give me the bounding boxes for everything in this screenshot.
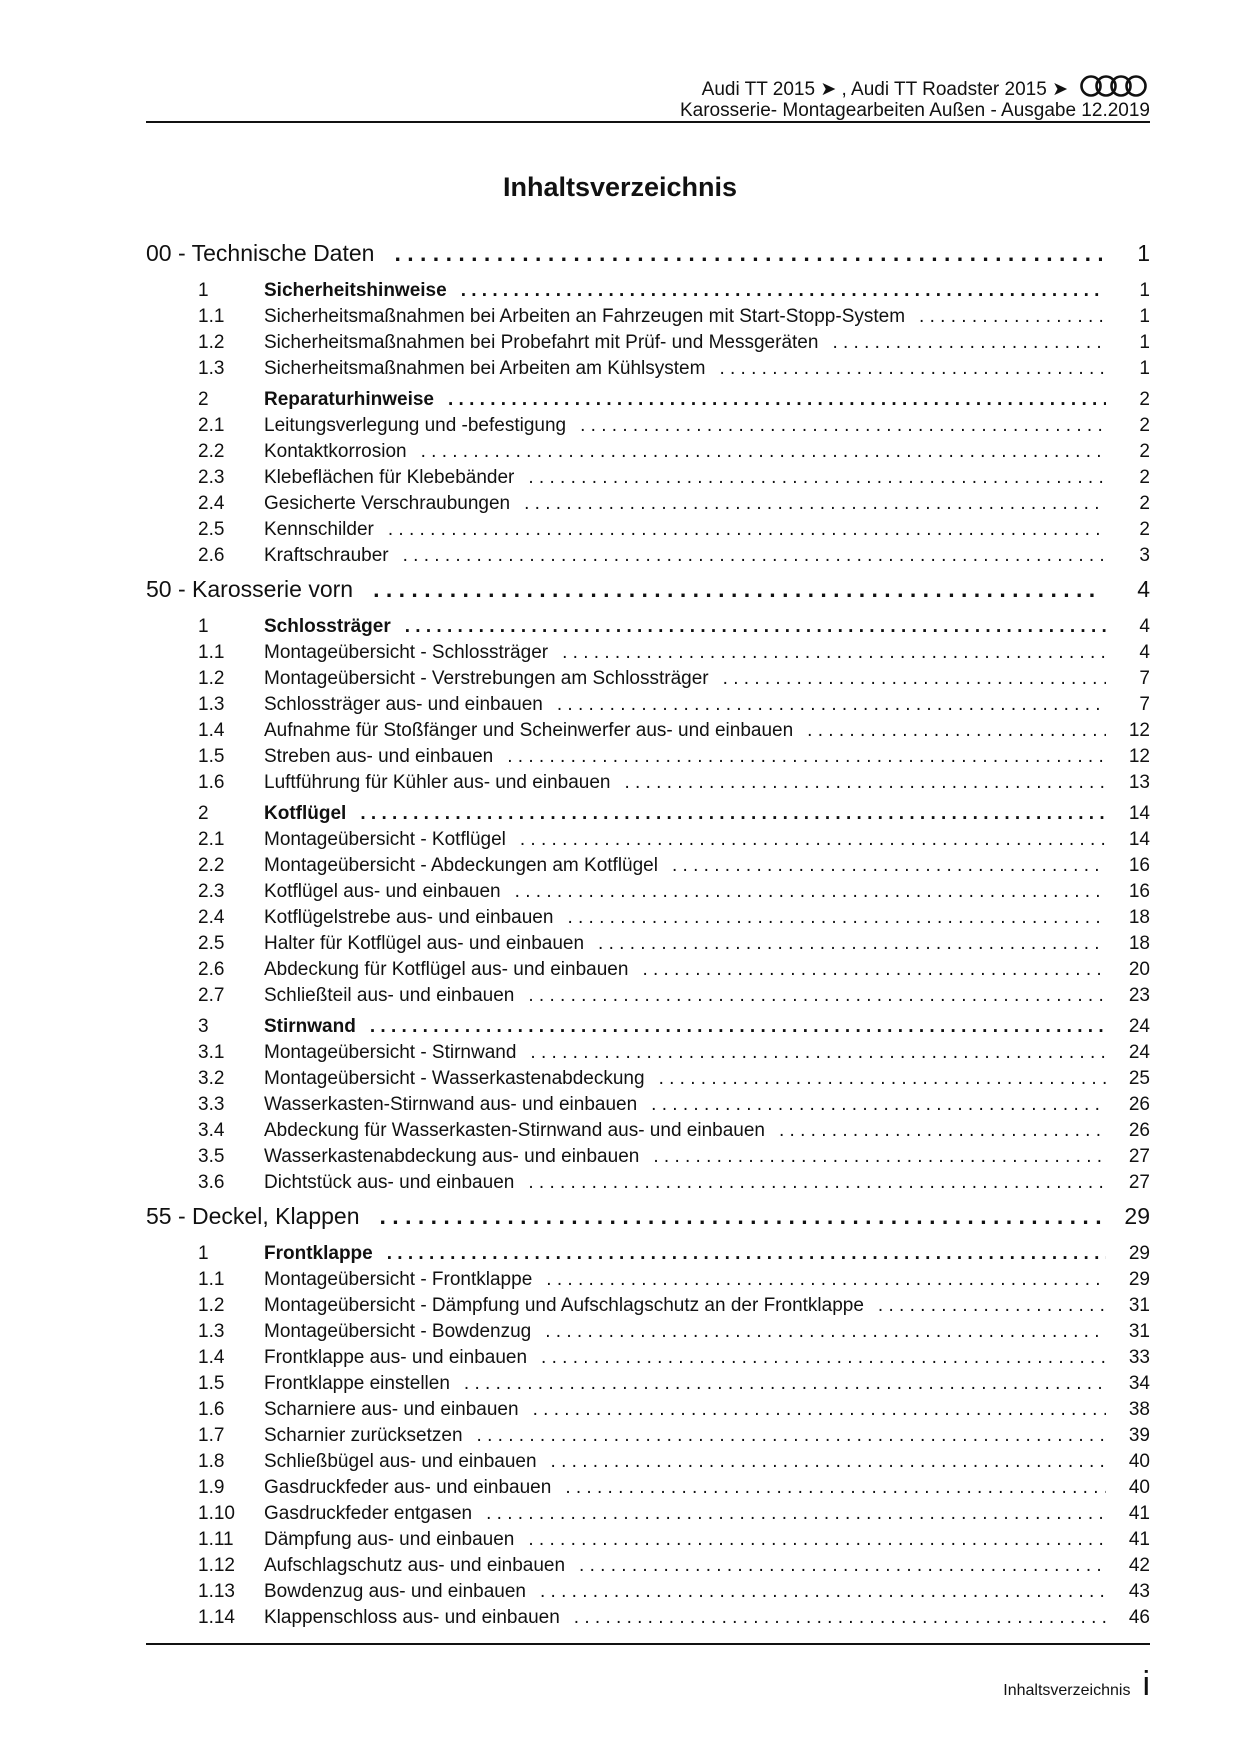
section-title: Sicherheitshinweise (264, 280, 447, 301)
item-title: Kontaktkorrosion (264, 441, 407, 462)
dot-leader (373, 576, 1102, 603)
toc-item[interactable] (146, 519, 1150, 545)
toc-item[interactable] (146, 1581, 1150, 1607)
footer-label: Inhaltsverzeichnis (1003, 1682, 1131, 1699)
toc-item[interactable] (146, 306, 1150, 332)
item-number: 1.8 (198, 1451, 225, 1472)
item-number: 1.5 (198, 1373, 225, 1394)
item-number: 1.6 (198, 1399, 225, 1420)
footer-page-number: i (1142, 1665, 1150, 1703)
item-number: 3.3 (198, 1094, 225, 1115)
audi-rings-icon (1080, 74, 1150, 98)
section-title: Stirnwand (264, 1016, 356, 1037)
toc-item[interactable] (146, 855, 1150, 881)
toc-item[interactable] (146, 1172, 1150, 1198)
item-title: Halter für Kotflügel aus- und einbauen (264, 933, 585, 954)
item-number: 1.7 (198, 1425, 225, 1446)
item-number: 1.6 (198, 772, 225, 793)
item-page-number: 46 (1128, 1607, 1150, 1628)
item-number: 3.1 (198, 1042, 225, 1063)
item-page-number: 41 (1128, 1529, 1150, 1550)
item-page-number: 20 (1128, 959, 1150, 980)
toc-item[interactable] (146, 1399, 1150, 1425)
item-page-number: 39 (1128, 1425, 1150, 1446)
item-title: Scharnier zurücksetzen (264, 1425, 463, 1446)
toc-item[interactable] (146, 1529, 1150, 1555)
item-number: 1.2 (198, 332, 225, 353)
item-number: 1.3 (198, 358, 225, 379)
chapter-page-number: 29 (1124, 1203, 1150, 1229)
item-page-number: 12 (1128, 746, 1150, 767)
item-number: 2.2 (198, 441, 225, 462)
item-title: Montageübersicht - Kotflügel (264, 829, 506, 850)
toc-item[interactable] (146, 415, 1150, 441)
dot-leader (540, 1581, 1106, 1603)
section-page-number: 14 (1128, 803, 1150, 824)
item-number: 2.3 (198, 467, 225, 488)
footer-divider (146, 1643, 1150, 1645)
toc-item[interactable] (146, 545, 1150, 571)
item-number: 1.4 (198, 720, 225, 741)
item-page-number: 31 (1128, 1295, 1150, 1316)
dot-leader (832, 332, 1106, 354)
dot-leader (370, 1016, 1106, 1038)
toc-item[interactable] (146, 332, 1150, 358)
item-page-number: 34 (1128, 1373, 1150, 1394)
dot-leader (642, 959, 1106, 981)
dot-leader (448, 389, 1106, 411)
item-title: Kotflügel aus- und einbauen (264, 881, 501, 902)
item-page-number: 42 (1128, 1555, 1150, 1576)
item-page-number: 16 (1128, 855, 1150, 876)
item-title: Dichtstück aus- und einbauen (264, 1172, 515, 1193)
item-number: 3.5 (198, 1146, 225, 1167)
dot-leader (651, 1094, 1106, 1116)
item-number: 1.3 (198, 694, 225, 715)
item-number: 1.5 (198, 746, 225, 767)
item-title: Montageübersicht - Dämpfung und Aufschlagschutz an der Frontklappe (264, 1295, 864, 1316)
toc-item[interactable] (146, 1321, 1150, 1347)
item-page-number: 23 (1128, 985, 1150, 1006)
dot-leader (528, 985, 1106, 1007)
item-page-number: 24 (1128, 1042, 1150, 1063)
toc-section[interactable] (146, 280, 1150, 306)
item-title: Sicherheitsmaßnahmen bei Arbeiten an Fahrzeugen mit Start-Stopp-System (264, 306, 906, 327)
dot-leader (545, 1321, 1106, 1343)
item-title: Streben aus- und einbauen (264, 746, 494, 767)
item-number: 2.4 (198, 907, 225, 928)
item-number: 3.6 (198, 1172, 225, 1193)
item-number: 1.2 (198, 668, 225, 689)
item-page-number: 3 (1139, 545, 1150, 566)
toc-item[interactable] (146, 1094, 1150, 1120)
item-number: 1.9 (198, 1477, 225, 1498)
item-page-number: 4 (1139, 642, 1150, 663)
dot-leader (567, 907, 1106, 929)
toc-item[interactable] (146, 1451, 1150, 1477)
dot-leader (562, 642, 1106, 664)
item-number: 1.10 (198, 1503, 235, 1524)
item-number: 1.11 (198, 1529, 234, 1550)
item-title: Schließbügel aus- und einbauen (264, 1451, 537, 1472)
chapter-page-number: 1 (1137, 240, 1150, 266)
item-number: 1.4 (198, 1347, 225, 1368)
toc-item[interactable] (146, 694, 1150, 720)
dot-leader (464, 1373, 1106, 1395)
item-page-number: 7 (1139, 694, 1150, 715)
dot-leader (919, 306, 1106, 328)
toc-section[interactable] (146, 1016, 1150, 1042)
toc-chapter[interactable] (146, 576, 1150, 616)
dot-leader (477, 1425, 1106, 1447)
dot-leader (403, 545, 1106, 567)
dot-leader (421, 441, 1106, 463)
section-number: 2 (198, 803, 209, 824)
dot-leader (659, 1068, 1106, 1090)
dot-leader (551, 1451, 1106, 1473)
toc-chapter[interactable] (146, 240, 1150, 280)
dot-leader (546, 1269, 1106, 1291)
toc-section[interactable] (146, 389, 1150, 415)
toc-item[interactable] (146, 1477, 1150, 1503)
item-title: Montageübersicht - Abdeckungen am Kotflügel (264, 855, 658, 876)
header-divider (146, 121, 1150, 123)
dot-leader (565, 1477, 1106, 1499)
dot-leader (672, 855, 1106, 877)
dot-leader (579, 1555, 1106, 1577)
item-number: 2.5 (198, 519, 225, 540)
item-number: 2.5 (198, 933, 225, 954)
item-title: Aufschlagschutz aus- und einbauen (264, 1555, 566, 1576)
item-number: 1.3 (198, 1321, 225, 1342)
section-number: 2 (198, 389, 209, 410)
item-page-number: 13 (1128, 772, 1150, 793)
item-page-number: 27 (1128, 1172, 1150, 1193)
dot-leader (653, 1146, 1106, 1168)
item-page-number: 18 (1128, 933, 1150, 954)
item-title: Montageübersicht - Stirnwand (264, 1042, 517, 1063)
item-title: Schließteil aus- und einbauen (264, 985, 515, 1006)
section-number: 1 (198, 1243, 209, 1264)
section-number: 1 (198, 280, 209, 301)
dot-leader (719, 358, 1106, 380)
section-title: Reparaturhinweise (264, 389, 434, 410)
section-number: 3 (198, 1016, 209, 1037)
item-page-number: 2 (1139, 467, 1150, 488)
dot-leader (878, 1295, 1106, 1317)
dot-leader (528, 1529, 1106, 1551)
item-number: 1.13 (198, 1581, 235, 1602)
item-page-number: 16 (1128, 881, 1150, 902)
toc-item[interactable] (146, 1068, 1150, 1094)
toc-section[interactable] (146, 1243, 1150, 1269)
item-title: Luftführung für Kühler aus- und einbauen (264, 772, 611, 793)
toc-item[interactable] (146, 1295, 1150, 1321)
table-of-contents (146, 240, 1150, 1633)
item-number: 1.1 (198, 642, 225, 663)
item-title: Wasserkasten-Stirnwand aus- und einbauen (264, 1094, 638, 1115)
item-number: 2.3 (198, 881, 225, 902)
dot-leader (360, 803, 1106, 825)
item-title: Klappenschloss aus- und einbauen (264, 1607, 560, 1628)
item-title: Abdeckung für Kotflügel aus- und einbauen (264, 959, 629, 980)
item-page-number: 40 (1128, 1451, 1150, 1472)
item-number: 1.2 (198, 1295, 225, 1316)
toc-item[interactable] (146, 358, 1150, 384)
dot-leader (528, 467, 1106, 489)
toc-item[interactable] (146, 829, 1150, 855)
section-number: 1 (198, 616, 209, 637)
toc-item[interactable] (146, 668, 1150, 694)
toc-item[interactable] (146, 1347, 1150, 1373)
item-number: 3.4 (198, 1120, 225, 1141)
item-number: 2.1 (198, 829, 225, 850)
dot-leader (405, 616, 1106, 638)
dot-leader (574, 1607, 1106, 1629)
item-number: 3.2 (198, 1068, 225, 1089)
item-title: Leitungsverlegung und -befestigung (264, 415, 567, 436)
item-page-number: 40 (1128, 1477, 1150, 1498)
dot-leader (380, 1203, 1102, 1230)
dot-leader (530, 1042, 1106, 1064)
section-page-number: 24 (1128, 1016, 1150, 1037)
toc-item[interactable] (146, 467, 1150, 493)
toc-item[interactable] (146, 1503, 1150, 1529)
dot-leader (524, 493, 1106, 515)
dot-leader (520, 829, 1106, 851)
item-title: Montageübersicht - Wasserkastenabdeckung (264, 1068, 645, 1089)
dot-leader (388, 519, 1106, 541)
page-title: Inhaltsverzeichnis (502, 172, 738, 202)
chapter-page-number: 4 (1137, 576, 1150, 602)
dot-leader (486, 1503, 1106, 1525)
toc-item[interactable] (146, 642, 1150, 668)
dot-leader (507, 746, 1106, 768)
dot-leader (541, 1347, 1106, 1369)
item-page-number: 1 (1139, 332, 1150, 353)
header-model-line (702, 74, 1150, 99)
toc-section[interactable] (146, 616, 1150, 642)
toc-section[interactable] (146, 803, 1150, 829)
dot-leader (461, 280, 1106, 302)
item-title: Montageübersicht - Schlossträger (264, 642, 549, 663)
item-title: Gesicherte Verschraubungen (264, 493, 511, 514)
item-title: Kraftschrauber (264, 545, 389, 566)
toc-item[interactable] (146, 1607, 1150, 1633)
item-page-number: 29 (1128, 1269, 1150, 1290)
toc-item[interactable] (146, 985, 1150, 1011)
toc-item[interactable] (146, 493, 1150, 519)
item-page-number: 41 (1128, 1503, 1150, 1524)
item-page-number: 26 (1128, 1094, 1150, 1115)
toc-item[interactable] (146, 441, 1150, 467)
item-page-number: 33 (1128, 1347, 1150, 1368)
toc-item[interactable] (146, 881, 1150, 907)
section-page-number: 29 (1128, 1243, 1150, 1264)
item-title: Klebeflächen für Klebebänder (264, 467, 515, 488)
item-number: 2.7 (198, 985, 225, 1006)
item-page-number: 2 (1139, 493, 1150, 514)
item-number: 1.12 (198, 1555, 235, 1576)
item-number: 2.6 (198, 959, 225, 980)
chapter-title: 00 - Technische Daten (146, 240, 375, 266)
item-page-number: 2 (1139, 415, 1150, 436)
item-title: Abdeckung für Wasserkasten-Stirnwand aus- und einbauen (264, 1120, 765, 1141)
dot-leader (394, 240, 1102, 267)
toc-item[interactable] (146, 772, 1150, 798)
item-title: Aufnahme für Stoßfänger und Scheinwerfer aus- und einbauen (264, 720, 794, 741)
section-title: Kotflügel (264, 803, 347, 824)
dot-leader (557, 694, 1106, 716)
section-page-number: 4 (1139, 616, 1150, 637)
toc-item[interactable] (146, 746, 1150, 772)
dot-leader (387, 1243, 1106, 1265)
dot-leader (723, 668, 1106, 690)
item-number: 2.1 (198, 415, 225, 436)
section-page-number: 2 (1139, 389, 1150, 410)
item-title: Scharniere aus- und einbauen (264, 1399, 519, 1420)
item-page-number: 1 (1139, 358, 1150, 379)
item-number: 1.1 (198, 306, 225, 327)
section-page-number: 1 (1139, 280, 1150, 301)
toc-item[interactable] (146, 1425, 1150, 1451)
item-title: Dämpfung aus- und einbauen (264, 1529, 515, 1550)
dot-leader (533, 1399, 1106, 1421)
item-page-number: 2 (1139, 519, 1150, 540)
item-title: Frontklappe einstellen (264, 1373, 450, 1394)
header-model-text: Audi TT 2015 ➤ , Audi TT Roadster 2015 ➤ (701, 79, 1068, 100)
toc-chapter[interactable] (146, 1203, 1150, 1243)
dot-leader (624, 772, 1106, 794)
item-title: Sicherheitsmaßnahmen bei Arbeiten am Kühlsystem (264, 358, 706, 379)
item-page-number: 27 (1128, 1146, 1150, 1167)
item-title: Bowdenzug aus- und einbauen (264, 1581, 526, 1602)
item-number: 1.1 (198, 1269, 225, 1290)
toc-item[interactable] (146, 1120, 1150, 1146)
item-page-number: 12 (1128, 720, 1150, 741)
item-page-number: 2 (1139, 441, 1150, 462)
item-number: 2.2 (198, 855, 225, 876)
item-title: Kotflügelstrebe aus- und einbauen (264, 907, 554, 928)
dot-leader (528, 1172, 1106, 1194)
item-title: Schlossträger aus- und einbauen (264, 694, 543, 715)
item-title: Sicherheitsmaßnahmen bei Probefahrt mit Prüf- und Messgeräten (264, 332, 819, 353)
toc-item[interactable] (146, 1269, 1150, 1295)
item-title: Montageübersicht - Frontklappe (264, 1269, 533, 1290)
item-title: Gasdruckfeder entgasen (264, 1503, 473, 1524)
dot-leader (779, 1120, 1106, 1142)
toc-item[interactable] (146, 720, 1150, 746)
item-number: 2.4 (198, 493, 225, 514)
item-page-number: 31 (1128, 1321, 1150, 1342)
toc-item[interactable] (146, 1146, 1150, 1172)
item-title: Gasdruckfeder aus- und einbauen (264, 1477, 552, 1498)
chapter-title: 50 - Karosserie vorn (146, 576, 354, 602)
item-page-number: 7 (1139, 668, 1150, 689)
item-title: Montageübersicht - Bowdenzug (264, 1321, 532, 1342)
item-page-number: 43 (1128, 1581, 1150, 1602)
item-title: Montageübersicht - Verstrebungen am Schlossträger (264, 668, 709, 689)
section-title: Schlossträger (264, 616, 391, 637)
dot-leader (580, 415, 1106, 437)
toc-item[interactable] (146, 1373, 1150, 1399)
item-page-number: 14 (1128, 829, 1150, 850)
dot-leader (598, 933, 1106, 955)
chapter-title: 55 - Deckel, Klappen (146, 1203, 360, 1229)
item-page-number: 38 (1128, 1399, 1150, 1420)
item-title: Frontklappe aus- und einbauen (264, 1347, 528, 1368)
item-page-number: 26 (1128, 1120, 1150, 1141)
item-title: Wasserkastenabdeckung aus- und einbauen (264, 1146, 640, 1167)
item-page-number: 1 (1139, 306, 1150, 327)
toc-item[interactable] (146, 1555, 1150, 1581)
item-page-number: 18 (1128, 907, 1150, 928)
toc-item[interactable] (146, 907, 1150, 933)
header-edition-line: Karosserie- Montagearbeiten Außen - Ausgabe 12.2019 (679, 100, 1150, 121)
footer (1003, 1667, 1150, 1701)
toc-item[interactable] (146, 933, 1150, 959)
item-title: Kennschilder (264, 519, 374, 540)
item-number: 1.14 (198, 1607, 235, 1628)
item-number: 2.6 (198, 545, 225, 566)
dot-leader (515, 881, 1106, 903)
dot-leader (807, 720, 1106, 742)
item-page-number: 25 (1128, 1068, 1150, 1089)
toc-item[interactable] (146, 1042, 1150, 1068)
section-title: Frontklappe (264, 1243, 373, 1264)
toc-item[interactable] (146, 959, 1150, 985)
